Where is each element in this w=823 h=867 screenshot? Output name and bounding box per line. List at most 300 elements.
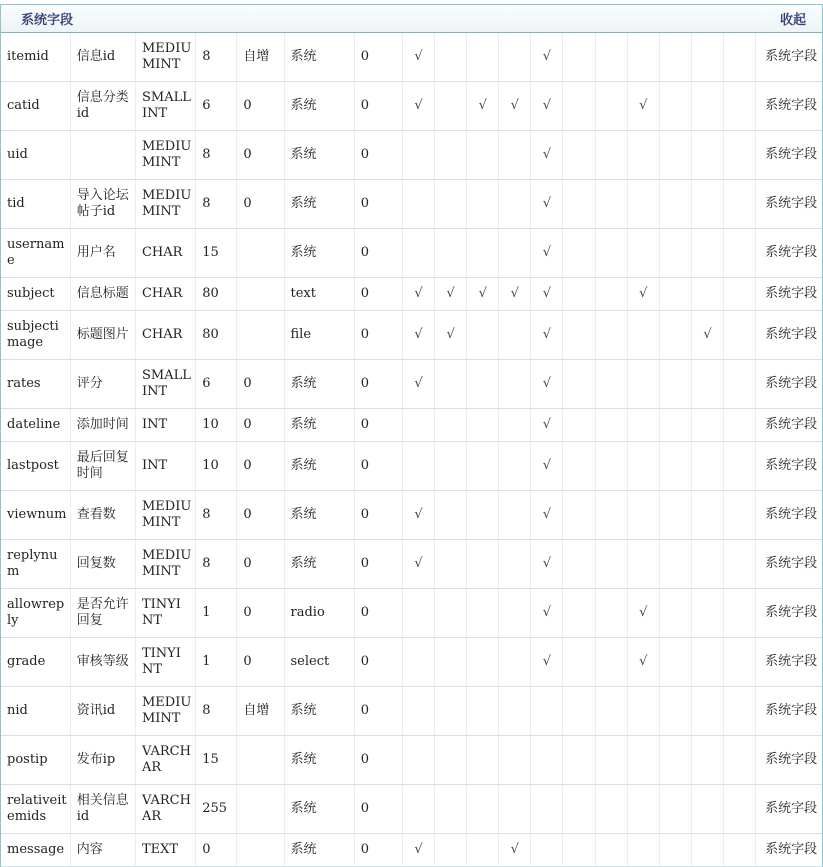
check-cell-8 xyxy=(627,311,659,360)
row-label-cell: 系统字段 xyxy=(756,33,822,82)
field-description-cell: 查看数 xyxy=(70,491,135,540)
check-cell-3 xyxy=(467,638,499,687)
field-name-cell: username xyxy=(1,229,70,278)
check-cell-10 xyxy=(691,131,723,180)
check-cell-6 xyxy=(563,82,595,131)
check-cell-3 xyxy=(467,180,499,229)
field-length-cell: 6 xyxy=(196,82,237,131)
check-cell-6 xyxy=(563,33,595,82)
field-default-cell: 0 xyxy=(237,360,284,409)
row-label-cell: 系统字段 xyxy=(756,589,822,638)
field-description-cell: 审核等级 xyxy=(70,638,135,687)
table-row xyxy=(1,311,822,360)
check-cell-7 xyxy=(595,736,627,785)
check-cell-5 xyxy=(531,785,563,834)
table-row xyxy=(1,785,822,834)
field-name-cell: dateline xyxy=(1,409,70,442)
check-cell-5: √ xyxy=(531,278,563,311)
field-name-cell: rates xyxy=(1,360,70,409)
check-cell-1 xyxy=(402,785,434,834)
field-description-cell: 最后回复时间 xyxy=(70,442,135,491)
check-cell-10 xyxy=(691,834,723,867)
check-cell-9 xyxy=(659,736,691,785)
check-cell-4 xyxy=(499,180,531,229)
field-description-cell: 标题图片 xyxy=(70,311,135,360)
row-label-cell: 系统字段 xyxy=(756,360,822,409)
check-cell-10 xyxy=(691,442,723,491)
check-cell-4 xyxy=(499,589,531,638)
field-type-cell: MEDIUMINT xyxy=(135,33,195,82)
field-type-cell: VARCHAR xyxy=(135,736,195,785)
field-default-cell: 0 xyxy=(237,638,284,687)
field-length-cell: 80 xyxy=(196,311,237,360)
check-cell-11 xyxy=(724,540,756,589)
table-row xyxy=(1,409,822,442)
field-formtype-cell: text xyxy=(284,278,354,311)
check-cell-9 xyxy=(659,442,691,491)
row-label-cell: 系统字段 xyxy=(756,278,822,311)
field-order-cell: 0 xyxy=(354,180,402,229)
collapse-link[interactable]: 收起 xyxy=(779,13,806,28)
field-formtype-cell: 系统 xyxy=(284,687,354,736)
check-cell-8: √ xyxy=(627,589,659,638)
check-cell-6 xyxy=(563,360,595,409)
field-order-cell: 0 xyxy=(354,687,402,736)
field-length-cell: 80 xyxy=(196,278,237,311)
check-cell-11 xyxy=(724,33,756,82)
check-cell-11 xyxy=(724,180,756,229)
table-row xyxy=(1,540,822,589)
check-cell-9 xyxy=(659,278,691,311)
check-cell-2: √ xyxy=(435,278,467,311)
row-label-cell: 系统字段 xyxy=(756,442,822,491)
check-cell-7 xyxy=(595,82,627,131)
check-cell-11 xyxy=(724,834,756,867)
check-cell-5: √ xyxy=(531,311,563,360)
row-label-cell: 系统字段 xyxy=(756,229,822,278)
field-default-cell: 0 xyxy=(237,589,284,638)
check-cell-10: √ xyxy=(691,311,723,360)
table-row xyxy=(1,180,822,229)
check-cell-1: √ xyxy=(402,82,434,131)
field-order-cell: 0 xyxy=(354,360,402,409)
field-formtype-cell: 系统 xyxy=(284,491,354,540)
check-cell-9 xyxy=(659,491,691,540)
check-cell-9 xyxy=(659,785,691,834)
field-length-cell: 6 xyxy=(196,360,237,409)
field-formtype-cell: 系统 xyxy=(284,834,354,867)
check-cell-4: √ xyxy=(499,82,531,131)
check-cell-7 xyxy=(595,360,627,409)
field-default-cell: 自增 xyxy=(237,33,284,82)
field-name-cell: message xyxy=(1,834,70,867)
check-cell-1: √ xyxy=(402,311,434,360)
field-name-cell: catid xyxy=(1,82,70,131)
check-cell-9 xyxy=(659,82,691,131)
check-cell-4: √ xyxy=(499,278,531,311)
check-cell-8: √ xyxy=(627,82,659,131)
check-cell-1 xyxy=(402,229,434,278)
check-cell-8 xyxy=(627,360,659,409)
check-cell-8 xyxy=(627,229,659,278)
check-cell-6 xyxy=(563,834,595,867)
check-cell-4 xyxy=(499,638,531,687)
table-row xyxy=(1,33,822,82)
check-cell-10 xyxy=(691,360,723,409)
check-cell-11 xyxy=(724,638,756,687)
check-cell-2 xyxy=(435,33,467,82)
field-description-cell: 信息分类id xyxy=(70,82,135,131)
check-cell-4 xyxy=(499,409,531,442)
check-cell-8 xyxy=(627,540,659,589)
check-cell-2 xyxy=(435,82,467,131)
check-cell-10 xyxy=(691,409,723,442)
check-cell-11 xyxy=(724,491,756,540)
check-cell-8 xyxy=(627,409,659,442)
check-cell-2 xyxy=(435,442,467,491)
field-default-cell: 自增 xyxy=(237,687,284,736)
check-cell-3 xyxy=(467,229,499,278)
check-cell-8 xyxy=(627,491,659,540)
check-cell-5: √ xyxy=(531,82,563,131)
field-default-cell xyxy=(237,311,284,360)
field-type-cell: CHAR xyxy=(135,311,195,360)
check-cell-3 xyxy=(467,311,499,360)
field-description-cell: 相关信息id xyxy=(70,785,135,834)
row-label-cell: 系统字段 xyxy=(756,687,822,736)
field-type-cell: MEDIUMINT xyxy=(135,687,195,736)
field-type-cell: VARCHAR xyxy=(135,785,195,834)
check-cell-3 xyxy=(467,589,499,638)
field-name-cell: lastpost xyxy=(1,442,70,491)
field-description-cell: 信息标题 xyxy=(70,278,135,311)
check-cell-2 xyxy=(435,785,467,834)
table-row xyxy=(1,360,822,409)
row-label-cell: 系统字段 xyxy=(756,409,822,442)
check-cell-1 xyxy=(402,131,434,180)
field-default-cell: 0 xyxy=(237,442,284,491)
check-cell-3 xyxy=(467,736,499,785)
check-cell-9 xyxy=(659,229,691,278)
check-cell-11 xyxy=(724,442,756,491)
field-length-cell: 1 xyxy=(196,638,237,687)
field-name-cell: grade xyxy=(1,638,70,687)
row-label-cell: 系统字段 xyxy=(756,638,822,687)
check-cell-2 xyxy=(435,687,467,736)
check-cell-9 xyxy=(659,131,691,180)
check-cell-3 xyxy=(467,360,499,409)
check-cell-9 xyxy=(659,360,691,409)
check-cell-6 xyxy=(563,311,595,360)
field-order-cell: 0 xyxy=(354,82,402,131)
check-cell-11 xyxy=(724,311,756,360)
field-length-cell: 15 xyxy=(196,229,237,278)
field-order-cell: 0 xyxy=(354,785,402,834)
check-cell-8 xyxy=(627,33,659,82)
check-cell-7 xyxy=(595,834,627,867)
table-row xyxy=(1,442,822,491)
field-order-cell: 0 xyxy=(354,33,402,82)
field-length-cell: 8 xyxy=(196,131,237,180)
field-formtype-cell: 系统 xyxy=(284,360,354,409)
field-default-cell: 0 xyxy=(237,540,284,589)
check-cell-6 xyxy=(563,180,595,229)
fields-table-body xyxy=(1,33,822,867)
field-order-cell: 0 xyxy=(354,229,402,278)
field-formtype-cell: 系统 xyxy=(284,442,354,491)
check-cell-10 xyxy=(691,278,723,311)
field-length-cell: 15 xyxy=(196,736,237,785)
field-name-cell: replynum xyxy=(1,540,70,589)
check-cell-6 xyxy=(563,785,595,834)
check-cell-2 xyxy=(435,131,467,180)
check-cell-4 xyxy=(499,442,531,491)
field-name-cell: itemid xyxy=(1,33,70,82)
check-cell-6 xyxy=(563,589,595,638)
check-cell-8 xyxy=(627,785,659,834)
check-cell-5: √ xyxy=(531,229,563,278)
field-length-cell: 8 xyxy=(196,540,237,589)
field-order-cell: 0 xyxy=(354,491,402,540)
check-cell-11 xyxy=(724,360,756,409)
field-order-cell: 0 xyxy=(354,589,402,638)
check-cell-10 xyxy=(691,491,723,540)
field-length-cell: 8 xyxy=(196,180,237,229)
check-cell-5: √ xyxy=(531,180,563,229)
field-default-cell xyxy=(237,278,284,311)
check-cell-3 xyxy=(467,33,499,82)
field-length-cell: 10 xyxy=(196,442,237,491)
field-order-cell: 0 xyxy=(354,442,402,491)
field-formtype-cell: 系统 xyxy=(284,229,354,278)
field-type-cell: MEDIUMINT xyxy=(135,540,195,589)
check-cell-1 xyxy=(402,442,434,491)
check-cell-2 xyxy=(435,409,467,442)
check-cell-4 xyxy=(499,131,531,180)
check-cell-8 xyxy=(627,687,659,736)
check-cell-5: √ xyxy=(531,409,563,442)
check-cell-1: √ xyxy=(402,540,434,589)
field-formtype-cell: 系统 xyxy=(284,82,354,131)
field-formtype-cell: 系统 xyxy=(284,540,354,589)
field-order-cell: 0 xyxy=(354,736,402,785)
check-cell-8: √ xyxy=(627,638,659,687)
row-label-cell: 系统字段 xyxy=(756,311,822,360)
field-formtype-cell: 系统 xyxy=(284,409,354,442)
field-formtype-cell: 系统 xyxy=(284,131,354,180)
check-cell-9 xyxy=(659,638,691,687)
field-description-cell: 信息id xyxy=(70,33,135,82)
field-type-cell: MEDIUMINT xyxy=(135,180,195,229)
field-description-cell: 资讯id xyxy=(70,687,135,736)
table-row xyxy=(1,638,822,687)
field-formtype-cell: 系统 xyxy=(284,180,354,229)
check-cell-5: √ xyxy=(531,131,563,180)
check-cell-3 xyxy=(467,687,499,736)
field-name-cell: viewnum xyxy=(1,491,70,540)
system-fields-panel xyxy=(0,4,823,867)
check-cell-11 xyxy=(724,131,756,180)
field-default-cell xyxy=(237,785,284,834)
row-label-cell: 系统字段 xyxy=(756,540,822,589)
field-formtype-cell: radio xyxy=(284,589,354,638)
check-cell-2 xyxy=(435,360,467,409)
check-cell-10 xyxy=(691,589,723,638)
row-label-cell: 系统字段 xyxy=(756,131,822,180)
field-default-cell: 0 xyxy=(237,491,284,540)
check-cell-5 xyxy=(531,736,563,785)
check-cell-9 xyxy=(659,540,691,589)
field-name-cell: nid xyxy=(1,687,70,736)
check-cell-3: √ xyxy=(467,278,499,311)
field-length-cell: 0 xyxy=(196,834,237,867)
check-cell-7 xyxy=(595,409,627,442)
check-cell-7 xyxy=(595,278,627,311)
field-description-cell: 评分 xyxy=(70,360,135,409)
table-row xyxy=(1,834,822,867)
row-label-cell: 系统字段 xyxy=(756,491,822,540)
row-label-cell: 系统字段 xyxy=(756,180,822,229)
check-cell-1 xyxy=(402,180,434,229)
table-row xyxy=(1,278,822,311)
field-default-cell xyxy=(237,736,284,785)
check-cell-3: √ xyxy=(467,82,499,131)
check-cell-7 xyxy=(595,180,627,229)
field-name-cell: uid xyxy=(1,131,70,180)
check-cell-1: √ xyxy=(402,278,434,311)
table-row xyxy=(1,229,822,278)
table-row xyxy=(1,687,822,736)
check-cell-1 xyxy=(402,736,434,785)
check-cell-10 xyxy=(691,736,723,785)
check-cell-6 xyxy=(563,409,595,442)
field-name-cell: relativeitemids xyxy=(1,785,70,834)
field-description-cell: 添加时间 xyxy=(70,409,135,442)
check-cell-10 xyxy=(691,785,723,834)
field-type-cell: MEDIUMINT xyxy=(135,491,195,540)
field-length-cell: 1 xyxy=(196,589,237,638)
row-label-cell: 系统字段 xyxy=(756,736,822,785)
check-cell-2 xyxy=(435,491,467,540)
check-cell-10 xyxy=(691,229,723,278)
check-cell-11 xyxy=(724,82,756,131)
field-type-cell: CHAR xyxy=(135,229,195,278)
check-cell-7 xyxy=(595,33,627,82)
field-formtype-cell: 系统 xyxy=(284,33,354,82)
check-cell-6 xyxy=(563,278,595,311)
check-cell-11 xyxy=(724,278,756,311)
check-cell-2 xyxy=(435,638,467,687)
check-cell-10 xyxy=(691,687,723,736)
check-cell-8 xyxy=(627,736,659,785)
check-cell-2 xyxy=(435,736,467,785)
row-label-cell: 系统字段 xyxy=(756,82,822,131)
check-cell-8 xyxy=(627,180,659,229)
field-length-cell: 8 xyxy=(196,491,237,540)
check-cell-11 xyxy=(724,785,756,834)
check-cell-9 xyxy=(659,589,691,638)
check-cell-1 xyxy=(402,638,434,687)
check-cell-6 xyxy=(563,131,595,180)
check-cell-7 xyxy=(595,491,627,540)
row-label-cell: 系统字段 xyxy=(756,785,822,834)
check-cell-7 xyxy=(595,638,627,687)
check-cell-9 xyxy=(659,311,691,360)
check-cell-4 xyxy=(499,360,531,409)
check-cell-4: √ xyxy=(499,834,531,867)
field-default-cell xyxy=(237,229,284,278)
check-cell-2 xyxy=(435,540,467,589)
check-cell-1: √ xyxy=(402,834,434,867)
check-cell-10 xyxy=(691,33,723,82)
check-cell-5: √ xyxy=(531,540,563,589)
field-formtype-cell: 系统 xyxy=(284,785,354,834)
check-cell-3 xyxy=(467,540,499,589)
check-cell-10 xyxy=(691,82,723,131)
panel-header xyxy=(1,5,822,33)
check-cell-1: √ xyxy=(402,491,434,540)
check-cell-7 xyxy=(595,131,627,180)
check-cell-4 xyxy=(499,311,531,360)
check-cell-4 xyxy=(499,736,531,785)
field-order-cell: 0 xyxy=(354,409,402,442)
row-label-cell: 系统字段 xyxy=(756,834,822,867)
check-cell-6 xyxy=(563,442,595,491)
check-cell-7 xyxy=(595,229,627,278)
field-type-cell: INT xyxy=(135,409,195,442)
field-length-cell: 8 xyxy=(196,33,237,82)
field-default-cell: 0 xyxy=(237,180,284,229)
check-cell-3 xyxy=(467,834,499,867)
check-cell-10 xyxy=(691,540,723,589)
field-order-cell: 0 xyxy=(354,311,402,360)
check-cell-2 xyxy=(435,229,467,278)
check-cell-1 xyxy=(402,589,434,638)
check-cell-11 xyxy=(724,589,756,638)
field-name-cell: tid xyxy=(1,180,70,229)
field-default-cell: 0 xyxy=(237,131,284,180)
check-cell-7 xyxy=(595,589,627,638)
field-length-cell: 10 xyxy=(196,409,237,442)
check-cell-6 xyxy=(563,229,595,278)
field-type-cell: INT xyxy=(135,442,195,491)
check-cell-7 xyxy=(595,442,627,491)
check-cell-11 xyxy=(724,229,756,278)
check-cell-9 xyxy=(659,409,691,442)
field-default-cell xyxy=(237,834,284,867)
field-description-cell: 发布ip xyxy=(70,736,135,785)
field-description-cell: 导入论坛帖子id xyxy=(70,180,135,229)
field-type-cell: TEXT xyxy=(135,834,195,867)
check-cell-2 xyxy=(435,834,467,867)
check-cell-6 xyxy=(563,687,595,736)
field-order-cell: 0 xyxy=(354,540,402,589)
check-cell-4 xyxy=(499,229,531,278)
field-name-cell: subjectimage xyxy=(1,311,70,360)
check-cell-5: √ xyxy=(531,589,563,638)
check-cell-11 xyxy=(724,409,756,442)
check-cell-11 xyxy=(724,736,756,785)
field-type-cell: CHAR xyxy=(135,278,195,311)
check-cell-9 xyxy=(659,687,691,736)
table-row xyxy=(1,491,822,540)
check-cell-7 xyxy=(595,785,627,834)
check-cell-1 xyxy=(402,687,434,736)
check-cell-6 xyxy=(563,736,595,785)
check-cell-4 xyxy=(499,540,531,589)
field-description-cell: 内容 xyxy=(70,834,135,867)
field-length-cell: 8 xyxy=(196,687,237,736)
